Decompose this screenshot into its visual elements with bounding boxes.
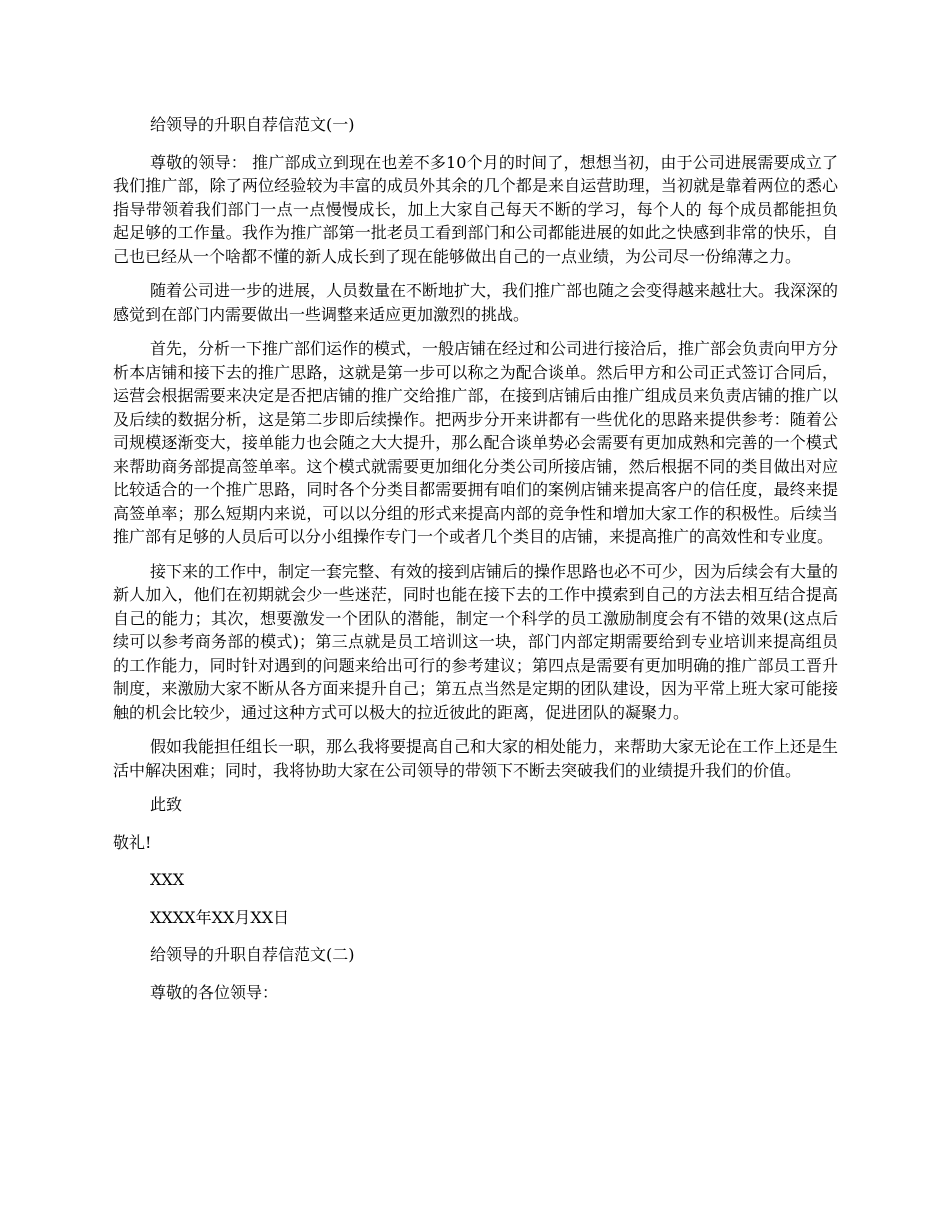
letter-title-1: 给领导的升职自荐信范文(一) (150, 115, 355, 134)
letter-title-2: 给领导的升职自荐信范文(二) (150, 945, 355, 964)
paragraph-3: 首先，分析一下推广部们运作的模式，一般店铺在经过和公司进行接洽后，推广部会负责向甲方分析本店铺和接下去的推广思路，这就是第一步可以称之为配合谈单。然后甲方和公司正式签订合同后，运营会根据需要来决定是否把店铺的推广交给推广部，在接到店铺后由推广组成员来负责店铺的推广以及后续的数据分析，这是第二步即后续操作。把两步分开来讲都有一些优化的思路来提供参考：随着公司规模逐渐变大，接单能力也会随之大大提升，那么配合谈单势必会需要有更加成熟和完善的一个模式来帮助商务部提高签单率。这个模式就需要更加细化分类公司所接店铺，然后根据不同的类目做出对应比较适合的一个推广思路，同时各个分类目都需要拥有咱们的案例店铺来提高客户的信任度，最终来提高签单率；那么短期内来说，可以以分组的形式来提高内部的竞争性和增加大家工作的积极性。后续当推广部有足够的人员后可以分小组操作专门一个或者几个类目的店铺，来提高推广的高效性和专业度。 (113, 339, 839, 546)
document-body (113, 113, 838, 1018)
closing-line: 此致 (150, 795, 183, 814)
paragraph-2: 随着公司进一步的进展，人员数量在不断地扩大，我们推广部也随之会变得越来越壮大。我深深的感觉到在部门内需要做出一些调整来适应更加激烈的挑战。 (113, 281, 839, 324)
date-line: XXXX年XX月XX日 (150, 907, 290, 927)
paragraph-1: 尊敬的领导： 推广部成立到现在也差不多10个月的时间了，想想当初，由于公司进展需要成立了我们推广部，除了两位经验较为丰富的成员外其余的几个都是来自运营助理，当初就是靠着两位的悉心指导带领着我们部门一点一点慢慢成长，加上大家自己每天不断的学习，每个人的 每个成员都能担负起足够的工作量。我作为推广部第一批老员工看到部门和公司都能进展的如此之快感到非常的快乐，自己也已经从一个啥都不懂的新人成长到了现在能够做出自己的一点业绩，为公司尽一份绵薄之力。 (113, 152, 838, 266)
salute-line: 敬礼! (113, 832, 152, 852)
paragraph-4: 接下来的工作中，制定一套完整、有效的接到店铺后的操作思路也必不可少，因为后续会有大量的新人加入，他们在初期就会少一些迷茫，同时也能在接下去的工作中摸索到自己的方法去相互结合提高自己的能力；其次，想要激发一个团队的潜能，制定一个科学的员工激励制度会有不错的效果(这点后续可以参考商务部的模式)；第三点就是员工培训这一块，部门内部定期需要给到专业培训来提高组员的工作能力，同时针对遇到的问题来给出可行的参考建议；第四点是需要有更加明确的推广部员工晋升制度，来激励大家不断从各方面来提升自己；第五点当然是定期的团队建设，因为平常上班大家可能接触的机会比较少，通过这种方式可以极大的拉近彼此的距离，促进团队的凝聚力。 (113, 561, 839, 722)
signature: XXX (150, 870, 185, 889)
greeting-2: 尊敬的各位领导： (150, 982, 279, 1002)
paragraph-5: 假如我能担任组长一职，那么我将要提高自己和大家的相处能力，来帮助大家无论在工作上还是生活中解决困难；同时，我将协助大家在公司领导的带领下不断去突破我们的业绩提升我们的价值。 (113, 737, 839, 780)
